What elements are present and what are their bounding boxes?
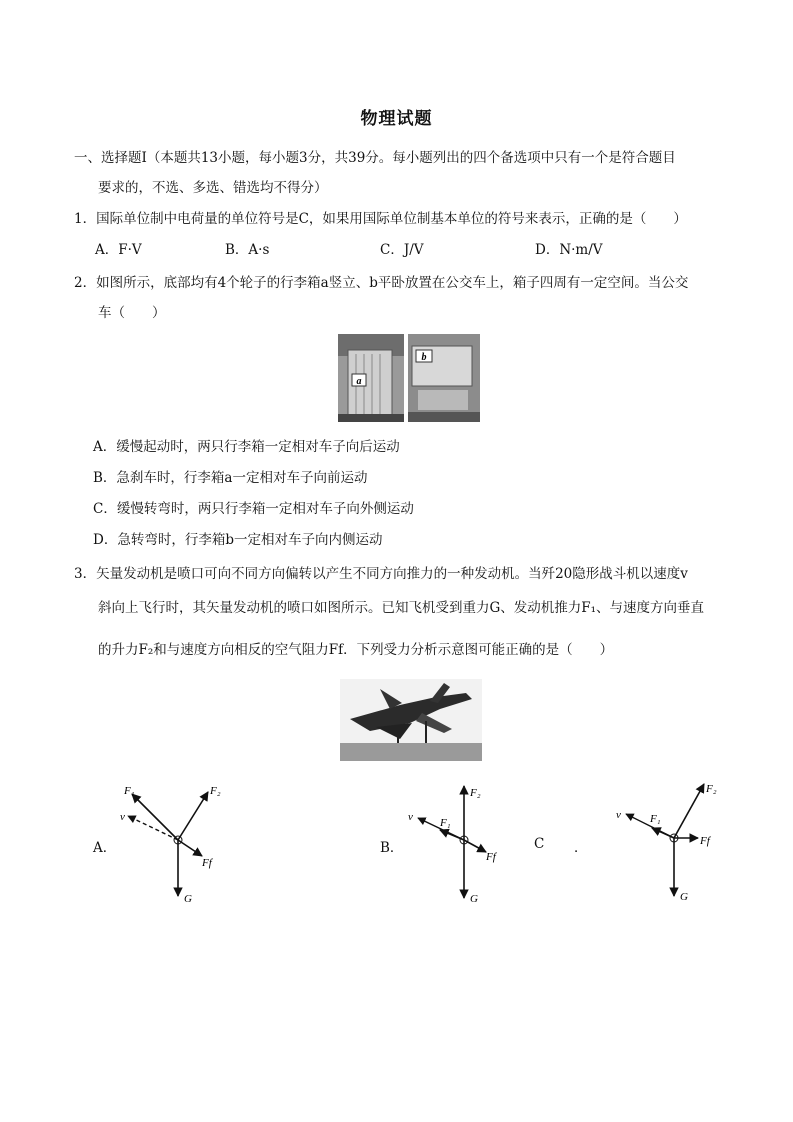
svg-text:F₁: F₁ xyxy=(124,785,135,797)
svg-text:v: v xyxy=(616,809,621,821)
arrow-f1 xyxy=(132,794,178,840)
svg-text:v: v xyxy=(408,811,413,823)
svg-text:F₂: F₂ xyxy=(470,787,481,799)
luggage-a-photo xyxy=(338,334,404,422)
svg-text:F₂: F₂ xyxy=(210,785,221,797)
svg-text:Ff: Ff xyxy=(700,835,710,847)
q3-stem-line1: 3．矢量发动机是喷口可向不同方向偏转以产生不同方向推力的一种发动机。当歼20隐形战斗机以速度v xyxy=(74,566,688,582)
arrow-f2 xyxy=(674,784,704,838)
svg-text:Ff: Ff xyxy=(202,857,212,869)
q3-stem-line2: 斜向上飞行时，其矢量发动机的喷口如图所示。已知飞机受到重力G、发动机推力F₁、与速度方向垂直 xyxy=(98,600,705,616)
q3-option-c-label: C xyxy=(534,836,545,852)
svg-text:Ff: Ff xyxy=(486,851,496,863)
arrow-f1 xyxy=(652,828,674,838)
q3-stem-line3: 的升力F₂和与速度方向相反的空气阻力Ff．下列受力分析示意图可能正确的是（ ） xyxy=(98,642,614,658)
arrow-ff xyxy=(464,840,486,852)
svg-text:G: G xyxy=(680,891,688,903)
q2-option-c: C．缓慢转弯时，两只行李箱一定相对车子向外侧运动 xyxy=(93,501,414,517)
luggage-b-photo xyxy=(408,334,480,422)
q3-option-a-label: A． xyxy=(93,840,117,856)
luggage-a-label: a xyxy=(356,376,362,387)
fighter-jet-photo xyxy=(340,679,482,761)
svg-text:v: v xyxy=(120,811,125,823)
q1-option-a: A．F·V xyxy=(95,242,142,258)
svg-text:G: G xyxy=(470,893,478,905)
arrow-v xyxy=(128,816,178,840)
arrow-ff xyxy=(178,840,202,856)
section-heading-line2: 要求的，不选、多选、错选均不得分） xyxy=(98,180,328,196)
arrow-f1 xyxy=(440,830,464,840)
q3-option-c-dot: ． xyxy=(574,840,588,856)
svg-text:G: G xyxy=(184,893,192,905)
section-heading-line1: 一、选择题Ⅰ（本题共13小题，每小题3分，共39分。每小题列出的四个备选项中只有一个是符合题目 xyxy=(74,150,676,166)
q2-option-b: B．急刹车时，行李箱a一定相对车子向前运动 xyxy=(93,470,368,486)
q1-stem: 1．国际单位制中电荷量的单位符号是C，如果用国际单位制基本单位的符号来表示，正确的是（ ） xyxy=(74,211,687,227)
page-title: 物理试题 xyxy=(360,109,433,129)
svg-text:F₁: F₁ xyxy=(650,813,661,825)
q1-option-c: C．J/V xyxy=(380,242,424,258)
force-diagram-a xyxy=(112,778,242,906)
q1-option-b: B．A·s xyxy=(225,242,270,258)
q2-stem-line1: 2．如图所示，底部均有4个轮子的行李箱a竖立、b平卧放置在公交车上，箱子四周有一定空间。当公交 xyxy=(74,275,689,291)
svg-text:F₁: F₁ xyxy=(440,817,451,829)
q2-option-d: D．急转弯时，行李箱b一定相对车子向内侧运动 xyxy=(93,532,383,548)
q2-stem-line2: 车（ ） xyxy=(98,305,166,321)
q3-option-b-label: B． xyxy=(380,840,404,856)
luggage-b-label: b xyxy=(421,352,427,363)
q2-option-a: A．缓慢起动时，两只行李箱一定相对车子向后运动 xyxy=(93,439,400,455)
force-diagram-c xyxy=(612,778,732,906)
arrow-f2 xyxy=(178,792,208,840)
force-diagram-b xyxy=(404,780,514,908)
svg-text:F₂: F₂ xyxy=(706,783,717,795)
q1-option-d: D．N·m/V xyxy=(535,242,603,258)
